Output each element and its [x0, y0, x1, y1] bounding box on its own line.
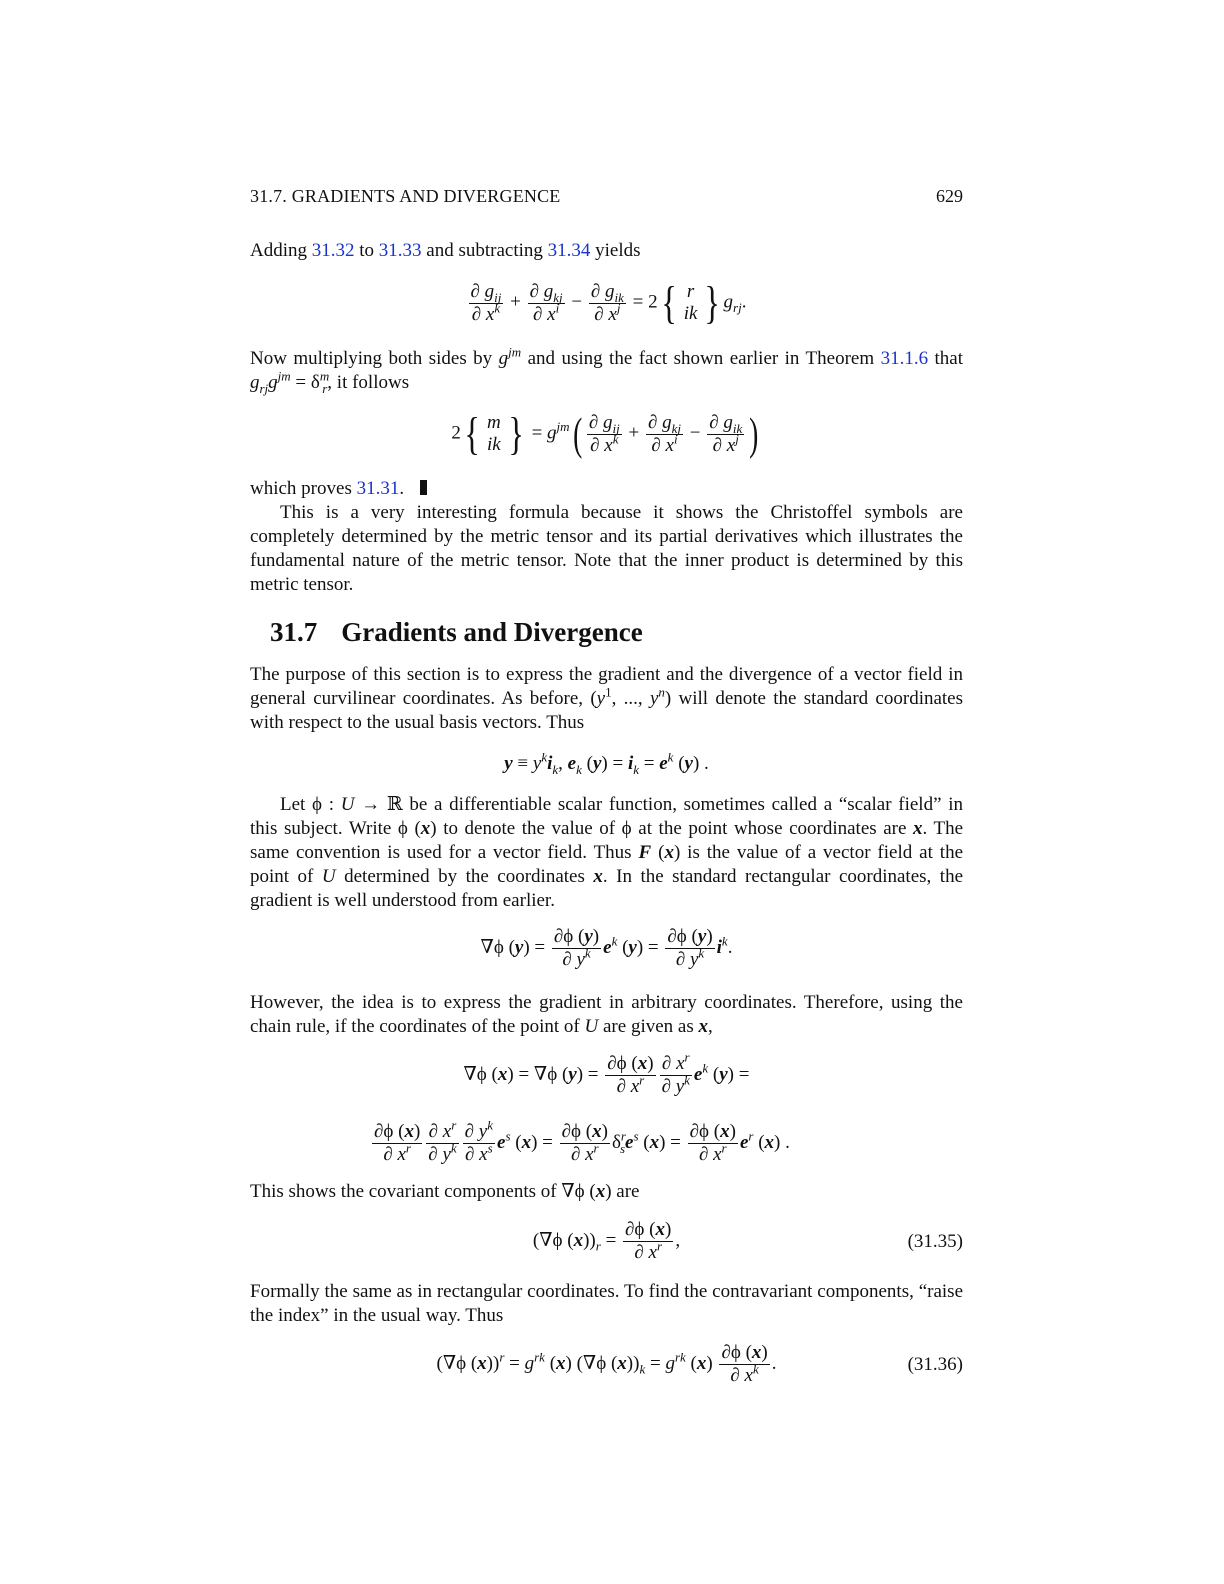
equation-31-35: (∇ϕ $(x))_r$ = $\frac{\partial\phi (x)}{\partial x^r}$ , (31.35)	[532, 1219, 963, 1263]
ref-eq-31-34[interactable]: 31.34	[547, 240, 591, 261]
equation-gradient-chain-1: ∇ϕ (x) = ∇ϕ (y) = $\frac{\partial\phi (x)}{\partial x^r}$ $\frac{\partial x^r}{\partial y^k}$ $e^k$ (y) =	[463, 1049, 750, 1097]
paragraph-interesting: This is a very interesting formula because it shows the Christoffel symbols are completely determined by the metric tensor and its partial derivatives which illustrates the fundamental nature of the metric tensor. Note that the inner product is determined by this metric tensor.	[250, 502, 963, 595]
ref-theorem-31-1-6[interactable]: 31.1.6	[880, 348, 929, 369]
equation-number-31-36: (31.36)	[907, 1353, 963, 1375]
paragraph-however: However, the idea is to express the gradient in arbitrary coordinates. Therefore, using the chain rule, if the coordinates of the point of U are given as x,	[250, 992, 963, 1037]
running-head	[250, 184, 963, 208]
equation-christoffel-formula: 2{ m ik } = $g^{jm}$( $\frac{\partial g_{ij}}{\partial x^k}$ + $\frac{\partial g_{kj}}{\partial x^i}$ − $\frac{\partial g_{ik}}{\partial x^j}$ )	[451, 408, 759, 459]
page-number: 629	[936, 186, 963, 206]
equation-christoffel-sum: $\frac{\partial g_{ij}}{\partial x^k}$ + $\frac{\partial g_{kj}}{\partial x^i}$ − $\frac{\partial g_{ik}}{\partial x^j}$ = 2{ r ik } $g_{rj}$.	[470, 277, 747, 328]
equation-gradient-rect: ∇ϕ (y) = $\frac{\partial\phi (y)}{\partial y^k}$ $e^k$ (y) = $\frac{\partial\phi (y)}{\partial y^k}$ $i^k$.	[480, 926, 733, 970]
paragraph-formally: Formally the same as in rectangular coordinates. To find the contravariant components, “raise the index” in the usual way. Thus	[250, 1281, 963, 1326]
ref-eq-31-33[interactable]: 31.33	[378, 240, 422, 261]
equation-number-31-35: (31.35)	[907, 1230, 963, 1252]
paragraph-proves: which proves 31.31. This is a very interesting formula because it shows the Christoffel symbols are completely determined by the metric tensor and its partial derivatives which illustrates the fundamental nature of the metric tensor. Note that the inner product is determined by this metric tensor.	[250, 478, 963, 595]
ref-eq-31-31[interactable]: 31.31	[356, 478, 400, 499]
equation-standard-basis: $y \equiv y^ki_k$, $e_k$ $(y) = i_k = e^k$ (y) .	[504, 749, 709, 777]
equation-gradient-chain-2: $\frac{\partial\phi (x)}{\partial x^r}$ $\frac{\partial x^r}{\partial y^k}$ $\frac{\partial y^k}{\partial x^s}$ $e^s$ (x) = $\frac{\partial\phi (x)}{\partial x^r}$ $\delta^r_se^s$ (x) = $\frac{\partial\phi (x)}{\partial x^r}$ $e^r$ (x) .	[374, 1117, 790, 1165]
paragraph-purpose: The purpose of this section is to express the gradient and the divergence of a vector field in general curvilinear coordinates. As before, ($y^1$, ..., $y^n$) will denote the standard coordinates with respect to the usual basis vectors. Thus	[250, 664, 964, 733]
equation-31-36: (∇ϕ $(x))^r = g^{rk}$ (x) (∇ϕ $(x))_k = g^{rk}$ (x) $\frac{\partial\phi (x)}{\partial x^k}$ . (31.36)	[436, 1342, 963, 1386]
paragraph-scalar-field: Let ϕ : U → ℝ be a differentiable scalar function, sometimes called a “scalar field” in this subject. Write ϕ (x) to denote the value of ϕ at the point whose coordinates are x. The same convention is used for a vector field. Thus F (x) is the value of a vector field at the point of U determined by the coordinates x. In the standard rectangular coordinates, the gradient is well understood from earlier.	[250, 794, 964, 911]
paragraph-multiplying: Now multiplying both sides by $g^{jm}$ and using the fact shown earlier in Theorem 31.1.6 that $g_{rj}g^{jm} = \delta^m_r$, it follows	[250, 344, 963, 396]
qed-mark	[420, 480, 427, 495]
paragraph-adding: Adding 31.32 to 31.33 and subtracting 31.34 yields	[250, 240, 641, 261]
ref-eq-31-32[interactable]: 31.32	[311, 240, 355, 261]
running-title: 31.7. GRADIENTS AND DIVERGENCE	[250, 186, 561, 206]
paragraph-covariant: This shows the covariant components of ∇ϕ (x) are	[250, 1181, 640, 1202]
section-heading: 31.7 Gradients and Divergence	[270, 617, 643, 647]
